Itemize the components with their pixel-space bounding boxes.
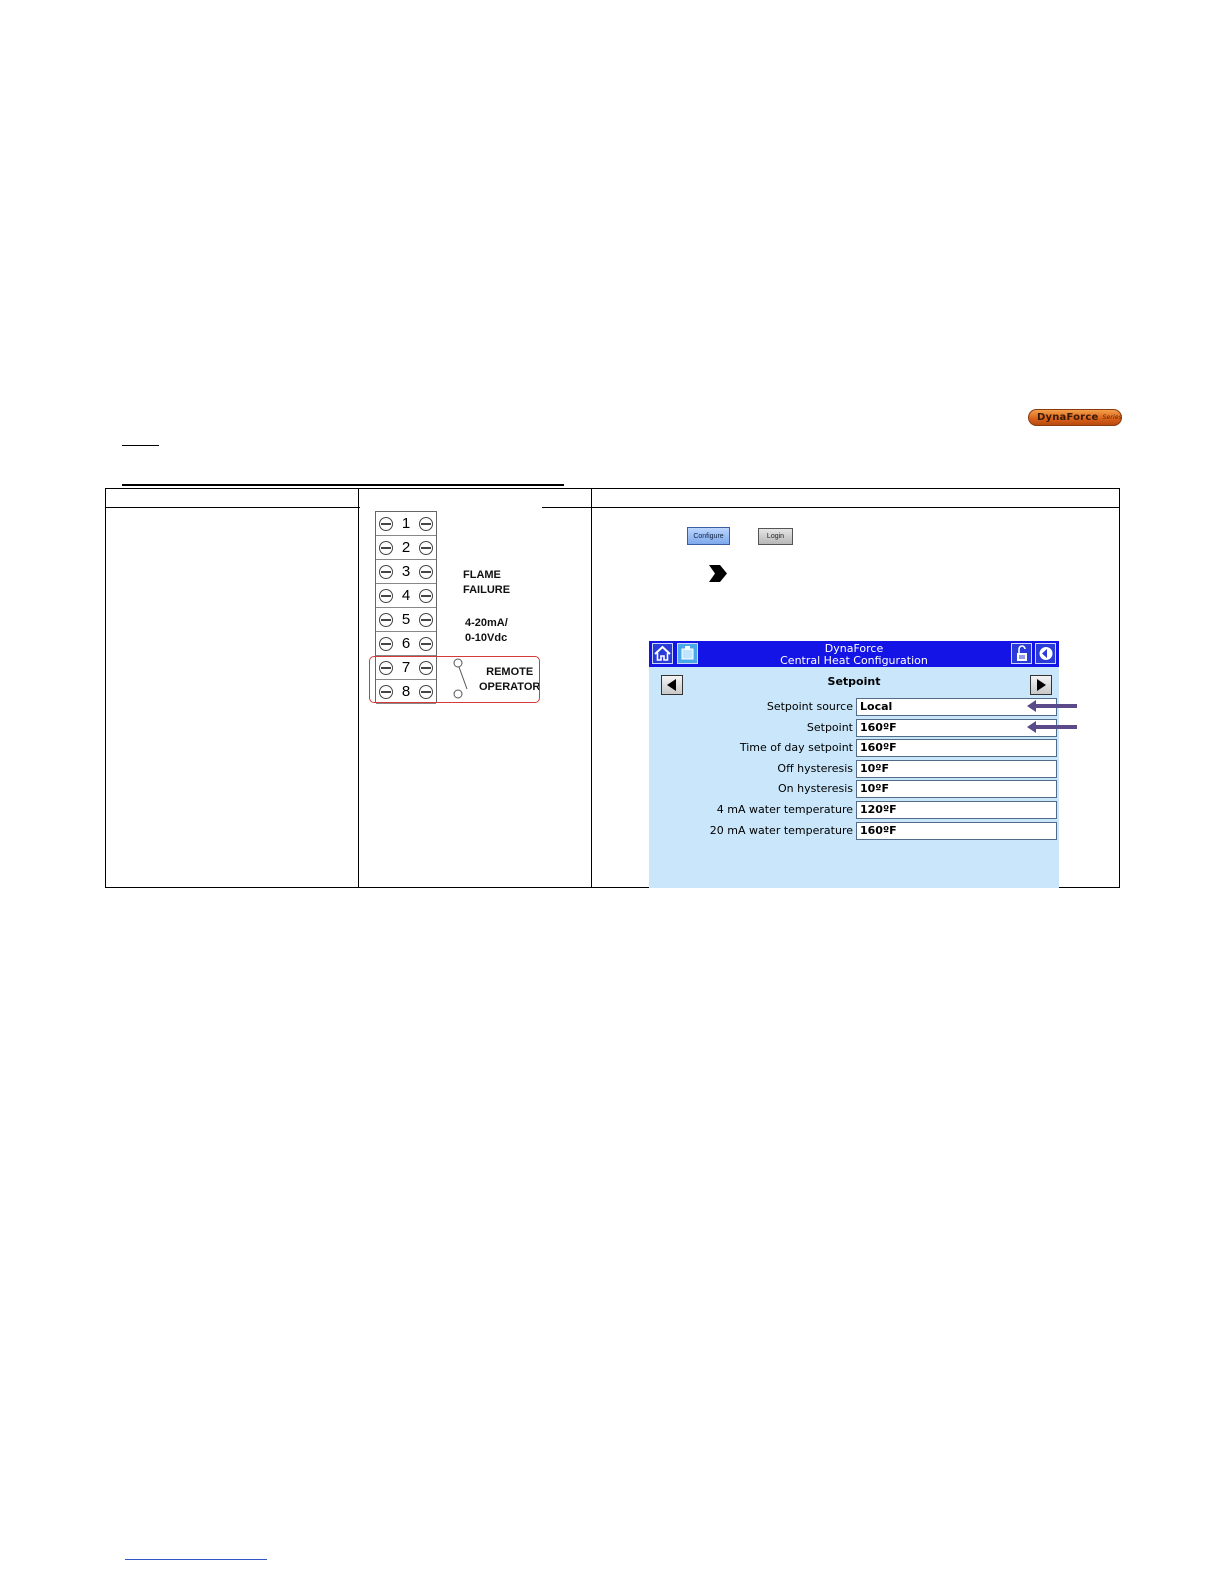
setting-label: Setpoint [806, 720, 853, 734]
left-arrow-icon [1027, 700, 1077, 712]
terminal-number: 8 [401, 683, 411, 700]
analog-input-line2: 0-10Vdc [465, 632, 508, 644]
next-page-button[interactable] [1030, 675, 1052, 695]
setting-label: On hysteresis [778, 782, 853, 796]
screw-icon [379, 589, 393, 603]
screw-icon [419, 565, 433, 579]
setting-row [649, 801, 1059, 819]
terminal-5 [376, 608, 436, 632]
setting-row [649, 822, 1059, 840]
setting-row [649, 739, 1059, 757]
login-button[interactable]: Login [758, 528, 793, 545]
setting-label: Setpoint source [766, 700, 853, 713]
configure-button[interactable]: Configure [687, 527, 730, 545]
terminal-4 [376, 584, 436, 608]
setting-row [649, 760, 1059, 778]
chevron-right-icon[interactable] [708, 564, 728, 583]
analog-input-label [465, 616, 508, 646]
table-header-divider [105, 507, 1120, 508]
setting-value-field[interactable]: 160ºF [856, 719, 1057, 737]
footer-link-underline[interactable] [125, 1559, 267, 1560]
terminal-number: 7 [401, 659, 411, 676]
hmi-title-line2: Central Heat Configuration [780, 654, 928, 667]
screw-icon [419, 637, 433, 651]
terminal-number: 5 [401, 611, 411, 628]
triangle-right-icon [1031, 676, 1051, 694]
terminal-number: 6 [401, 635, 411, 652]
hmi-title-line1: DynaForce [824, 642, 884, 655]
setting-row [649, 698, 1059, 716]
setting-value-field[interactable]: 160ºF [856, 822, 1057, 840]
terminal-6 [376, 632, 436, 656]
terminal-3 [376, 560, 436, 584]
logo-brand: DynaForce [1037, 412, 1099, 423]
setting-value-field[interactable]: 10ºF [856, 780, 1057, 798]
hmi-screen [649, 641, 1059, 888]
setting-label: Time of day setpoint [739, 741, 853, 755]
screw-icon [379, 517, 393, 531]
table-column-divider [591, 488, 592, 888]
flame-failure-line1: FLAME [463, 569, 501, 581]
section-underline [122, 484, 564, 486]
setting-row [649, 719, 1059, 737]
terminal-2 [376, 536, 436, 560]
screw-icon [379, 637, 393, 651]
setting-value-field[interactable]: 120ºF [856, 801, 1057, 819]
left-arrow-icon [1027, 721, 1077, 733]
lock-icon[interactable] [1011, 643, 1032, 664]
logo-sub: Series [1102, 414, 1123, 421]
analog-input-line1: 4-20mA/ [465, 617, 508, 629]
screw-icon [419, 589, 433, 603]
dynaforce-logo [1028, 409, 1122, 426]
terminal-1 [376, 512, 436, 536]
screw-icon [379, 565, 393, 579]
remote-operator-line2: OPERATOR [479, 681, 541, 693]
screw-icon [379, 613, 393, 627]
setting-label: 4 mA water temperature [716, 803, 853, 816]
screw-icon [419, 517, 433, 531]
screw-icon [379, 541, 393, 555]
note-underline [122, 445, 159, 446]
table-column-divider [358, 488, 359, 888]
back-icon[interactable] [1035, 643, 1056, 664]
hmi-header [649, 641, 1059, 667]
setting-value-field[interactable]: 160ºF [856, 739, 1057, 757]
terminal-number: 2 [401, 539, 411, 556]
setting-value-field[interactable]: 10ºF [856, 760, 1057, 778]
hmi-page-title: Setpoint [827, 675, 881, 688]
remote-operator-highlight [369, 656, 540, 703]
remote-operator-line1: REMOTE [486, 666, 534, 678]
setting-row [649, 780, 1059, 798]
screw-icon [419, 541, 433, 555]
flame-failure-label [463, 568, 510, 598]
setting-label: Off hysteresis [777, 761, 853, 775]
terminal-number: 4 [401, 587, 411, 604]
terminal-number: 3 [401, 563, 411, 580]
setting-label: 20 mA water temperature [709, 823, 853, 837]
screw-icon [419, 613, 433, 627]
terminal-number: 1 [401, 515, 411, 532]
setting-value-field[interactable]: Local [856, 698, 1057, 716]
flame-failure-line2: FAILURE [463, 584, 511, 596]
